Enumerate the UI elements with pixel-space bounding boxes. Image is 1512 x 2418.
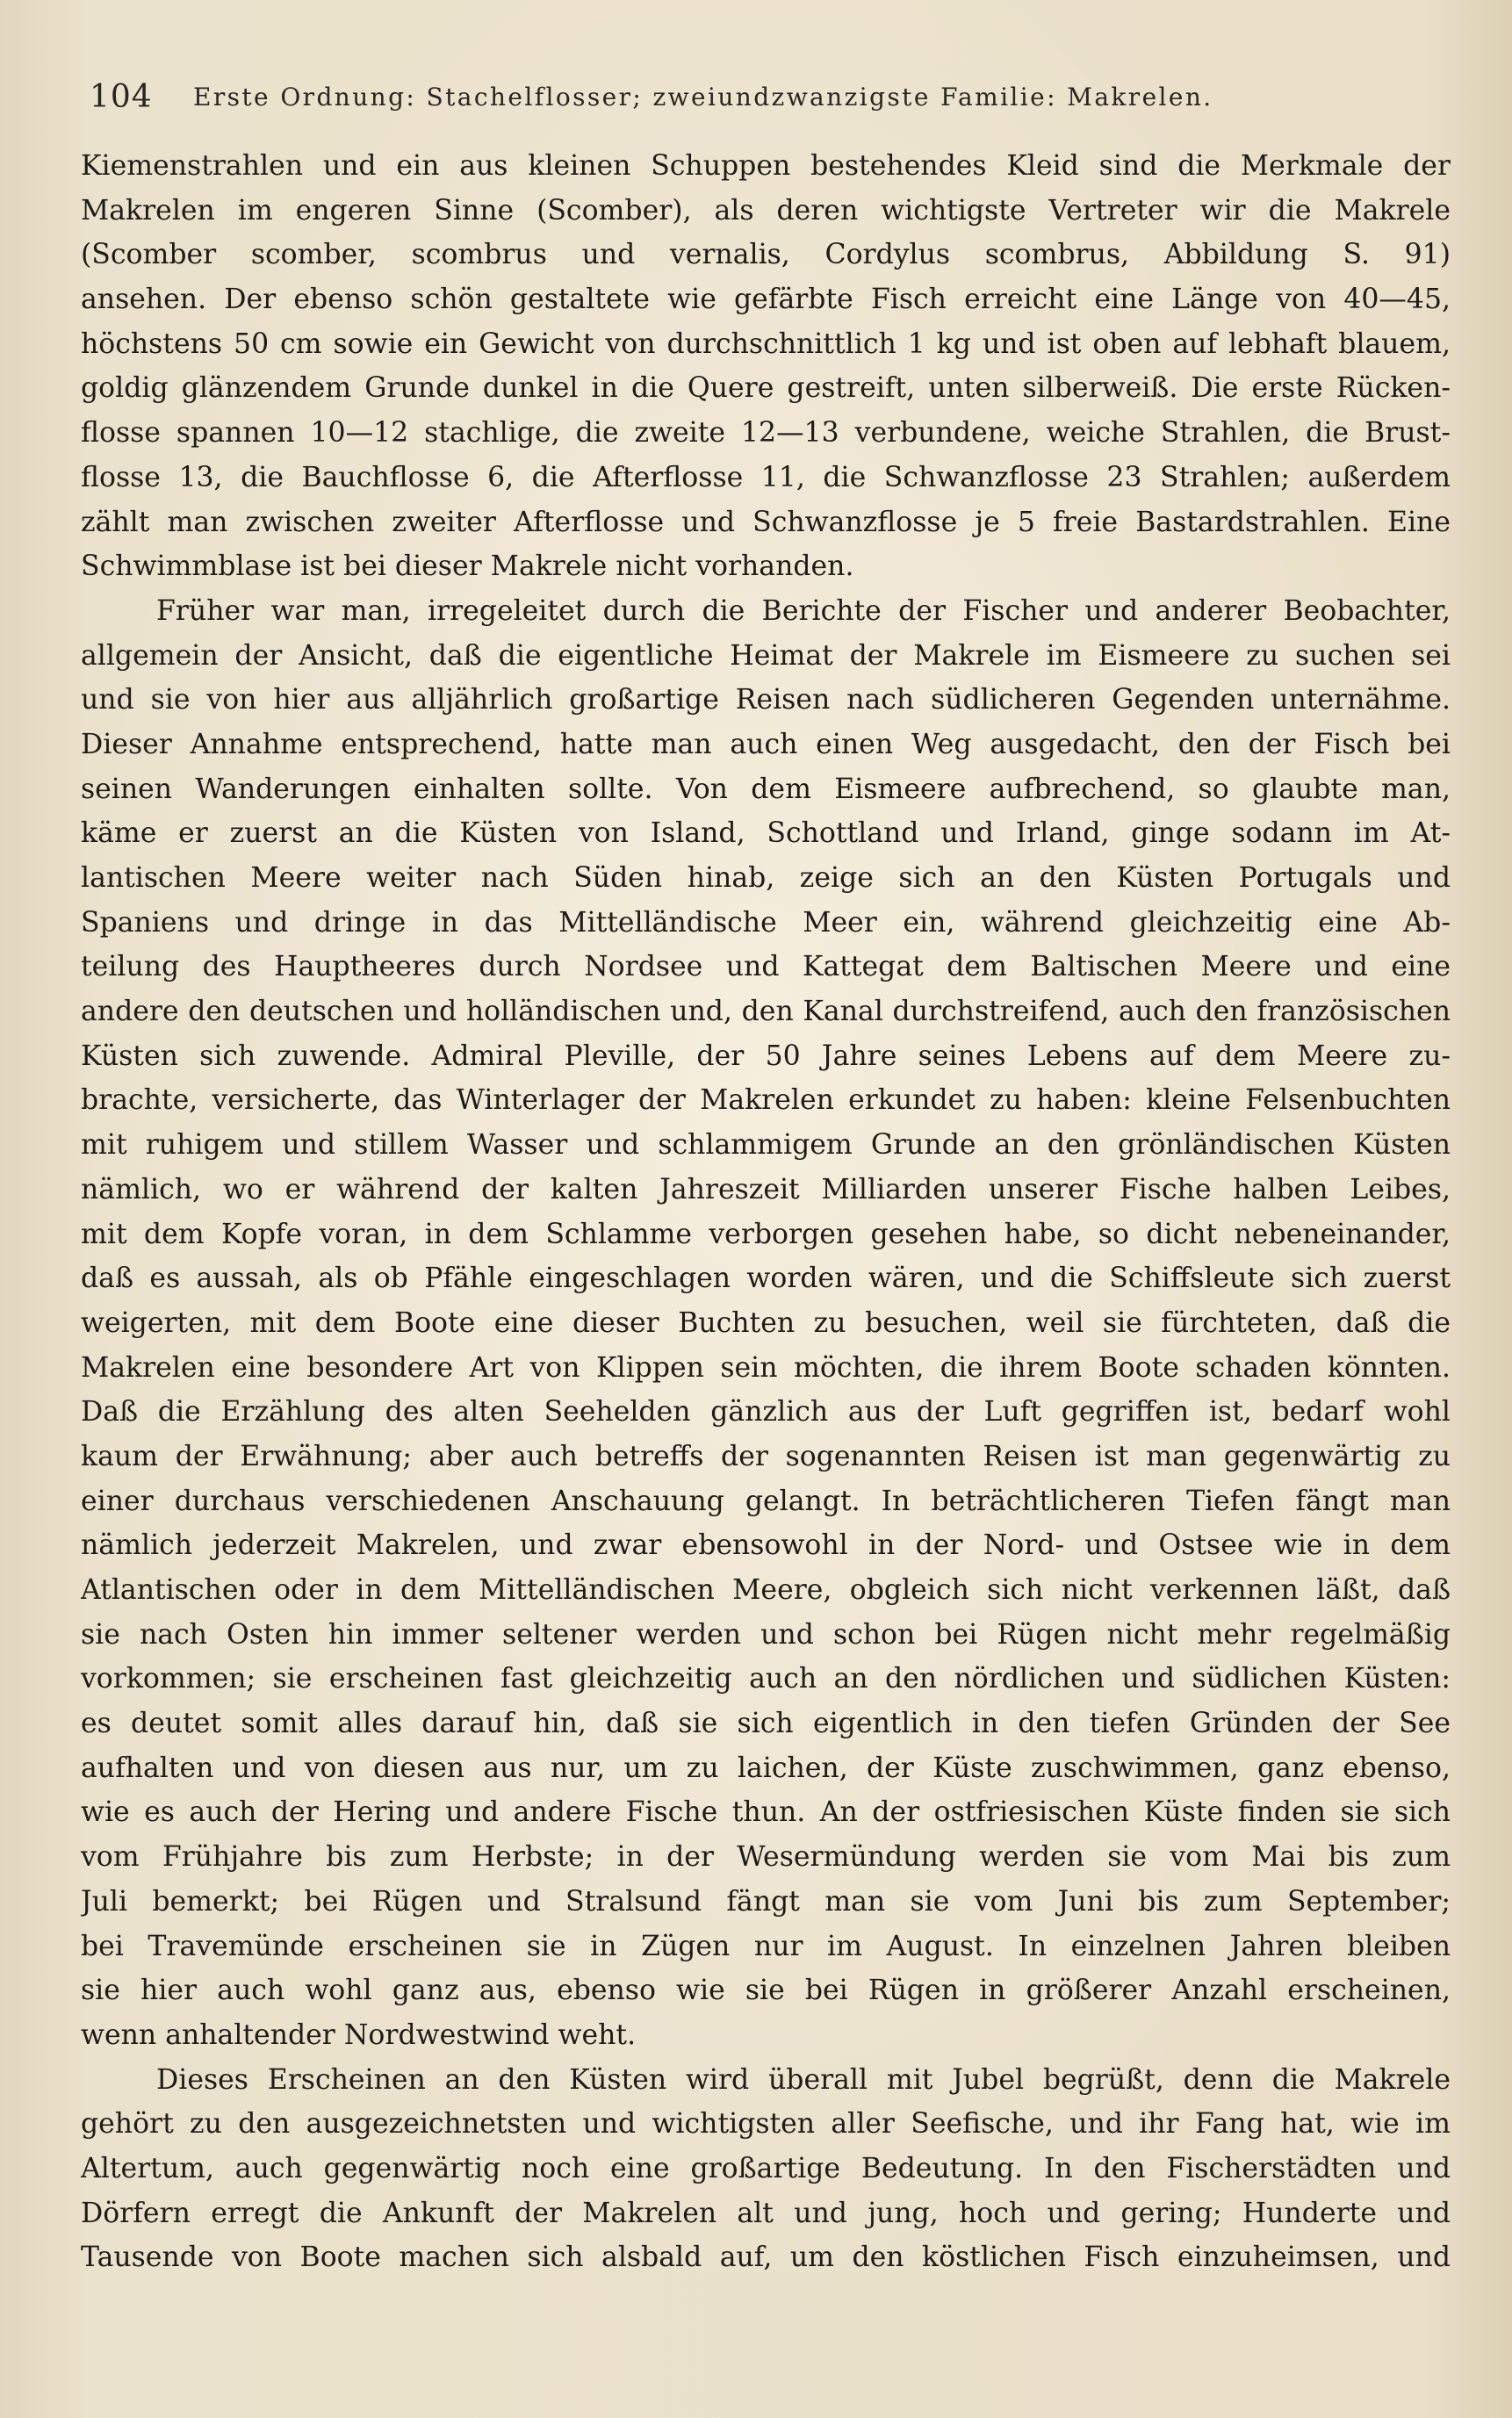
text-line: nämlich, wo er während der kalten Jahreszeit Milliarden unserer Fische halben Leibes, xyxy=(81,1173,1451,1205)
text-line: wenn anhaltender Nordwestwind weht. xyxy=(81,2019,637,2051)
text-line: goldig glänzendem Grunde dunkel in die Quere gestreift, unten silberweiß. Die erste Rücken- xyxy=(81,372,1451,405)
text-line: bei Travemünde erscheinen sie in Zügen nur im August. In einzelnen Jahren bleiben xyxy=(81,1930,1451,1962)
text-line: flosse 13, die Bauchflosse 6, die Afterflosse 11, die Schwanzflosse 23 Strahlen; außerdem xyxy=(81,461,1451,493)
text-line: es deutet somit alles darauf hin, daß sie sich eigentlich in den tiefen Gründen der See xyxy=(81,1708,1451,1740)
text-line: kaum der Erwähnung; aber auch betreffs der sogenannten Reisen ist man gegenwärtig zu xyxy=(81,1440,1451,1472)
text-line: käme er zuerst an die Küsten von Island, Schottland und Irland, ginge sodann im At- xyxy=(81,817,1451,850)
text-line: einer durchaus verschiedenen Anschauung gelangt. In beträchtlicheren Tiefen fängt man xyxy=(81,1485,1451,1517)
text-line: Tausende von Boote machen sich alsbald auf, um den köstlichen Fisch einzuheimsen, und xyxy=(81,2242,1451,2274)
text-line: höchstens 50 cm sowie ein Gewicht von durchschnittlich 1 kg und ist oben auf lebhaft blauem, xyxy=(81,327,1451,360)
text-line: mit dem Kopfe voran, in dem Schlamme verborgen gesehen habe, so dicht nebeneinander, xyxy=(81,1218,1451,1250)
text-line: Makrelen eine besondere Art von Klippen sein möchten, die ihrem Boote schaden könnten. xyxy=(81,1351,1451,1384)
text-line: nämlich jederzeit Makrelen, und zwar ebensowohl in der Nord- und Ostsee wie in dem xyxy=(81,1529,1451,1562)
text-line: brachte, versicherte, das Winterlager der Makrelen erkundet zu haben: kleine Felsenbuchten xyxy=(81,1084,1451,1117)
page-header xyxy=(90,74,1285,121)
paragraph xyxy=(81,2058,1451,2280)
text-line: andere den deutschen und holländischen und, den Kanal durchstreifend, auch den französischen xyxy=(81,996,1451,1028)
text-line: gehört zu den ausgezeichnetsten und wichtigsten aller Seefische, und ihr Fang hat, wie im xyxy=(81,2108,1451,2141)
text-line: seinen Wanderungen einhalten sollte. Von dem Eismeere aufbrechend, so glaubte man, xyxy=(81,773,1451,805)
text-line: Altertum, auch gegenwärtig noch eine großartige Bedeutung. In den Fischerstädten und xyxy=(81,2152,1451,2184)
text-line: (Scomber scomber, scombrus und vernalis, Cordylus scombrus, Abbildung S. 91) xyxy=(81,239,1451,271)
text-line: lantischen Meere weiter nach Süden hinab, zeige sich an den Küsten Portugals und xyxy=(81,862,1451,894)
text-line: flosse spannen 10—12 stachlige, die zweite 12—13 verbundene, weiche Strahlen, die Brust- xyxy=(81,417,1451,450)
text-line: und sie von hier aus alljährlich großartige Reisen nach südlicheren Gegenden unternähme. xyxy=(81,684,1451,716)
text-line: mit ruhigem und stillem Wasser und schlammigem Grunde an den grönländischen Küsten xyxy=(81,1129,1451,1162)
text-line: Juli bemerkt; bei Rügen und Stralsund fängt man sie vom Juni bis zum September; xyxy=(81,1885,1451,1918)
text-line: ansehen. Der ebenso schön gestaltete wie gefärbte Fisch erreicht eine Länge von 40—45, xyxy=(81,284,1451,316)
text-line: sie nach Osten hin immer seltener werden und schon bei Rügen nicht mehr regelmäßig xyxy=(81,1618,1451,1651)
text-line: daß es aussah, als ob Pfähle eingeschlagen worden wären, und die Schiffsleute sich zuerst xyxy=(81,1263,1451,1295)
running-head: Erste Ordnung: Stachelflosser; zweiundzwanzigste Familie: Makrelen. xyxy=(193,83,1213,112)
text-line: sie hier auch wohl ganz aus, ebenso wie sie bei Rügen in größerer Anzahl erscheinen, xyxy=(81,1975,1451,2007)
text-line: Atlantischen oder in dem Mittelländischen Meere, obgleich sich nicht verkennen läßt, daß xyxy=(81,1574,1451,1606)
text-line: wie es auch der Hering und andere Fische thun. An der ostfriesischen Küste finden sie sich xyxy=(81,1796,1451,1829)
text-line: teilung des Hauptheeres durch Nordsee und Kattegat dem Baltischen Meere und eine xyxy=(81,951,1451,983)
text-line: allgemein der Ansicht, daß die eigentliche Heimat der Makrele im Eismeere zu suchen sei xyxy=(81,639,1451,672)
text-line: vorkommen; sie erscheinen fast gleichzeitig auch an den nördlichen und südlichen Küsten: xyxy=(81,1663,1451,1695)
text-line: Früher war man, irregeleitet durch die Berichte der Fischer und anderer Beobachter, xyxy=(156,594,1451,627)
page-number: 104 xyxy=(90,79,153,115)
text-line: Küsten sich zuwende. Admiral Pleville, der 50 Jahre seines Lebens auf dem Meere zu- xyxy=(81,1040,1451,1072)
text-line: zählt man zwischen zweiter Afterflosse und Schwanzflosse je 5 freie Bastardstrahlen. Eine xyxy=(81,506,1451,538)
text-line: vom Frühjahre bis zum Herbste; in der Wesermündung werden sie vom Mai bis zum xyxy=(81,1841,1451,1874)
text-line: Kiemenstrahlen und ein aus kleinen Schuppen bestehendes Kleid sind die Merkmale der xyxy=(81,150,1451,182)
text-line: Dieser Annahme entsprechend, hatte man auch einen Weg ausgedacht, den der Fisch bei xyxy=(81,728,1451,760)
text-line: Dieses Erscheinen an den Küsten wird überall mit Jubel begrüßt, denn die Makrele xyxy=(156,2063,1451,2096)
paragraph xyxy=(81,589,1451,2058)
body-text xyxy=(81,144,1451,2280)
text-line: weigerten, mit dem Boote eine dieser Buchten zu besuchen, weil sie fürchteten, daß die xyxy=(81,1306,1451,1339)
text-line: Spaniens und dringe in das Mittelländische Meer ein, während gleichzeitig eine Ab- xyxy=(81,906,1451,939)
text-line: Makrelen im engeren Sinne (Scomber), als deren wichtigste Vertreter wir die Makrele xyxy=(81,194,1451,227)
paragraph xyxy=(81,144,1451,589)
text-line: Dörfern erregt die Ankunft der Makrelen alt und jung, hoch und gering; Hunderte und xyxy=(81,2197,1451,2229)
text-line: Schwimmblase ist bei dieser Makrele nicht vorhanden. xyxy=(81,551,854,583)
text-line: Daß die Erzählung des alten Seehelden gänzlich aus der Luft gegriffen ist, bedarf wohl xyxy=(81,1396,1451,1428)
text-line: aufhalten und von diesen aus nur, um zu laichen, der Küste zuschwimmen, ganz ebenso, xyxy=(81,1752,1451,1784)
